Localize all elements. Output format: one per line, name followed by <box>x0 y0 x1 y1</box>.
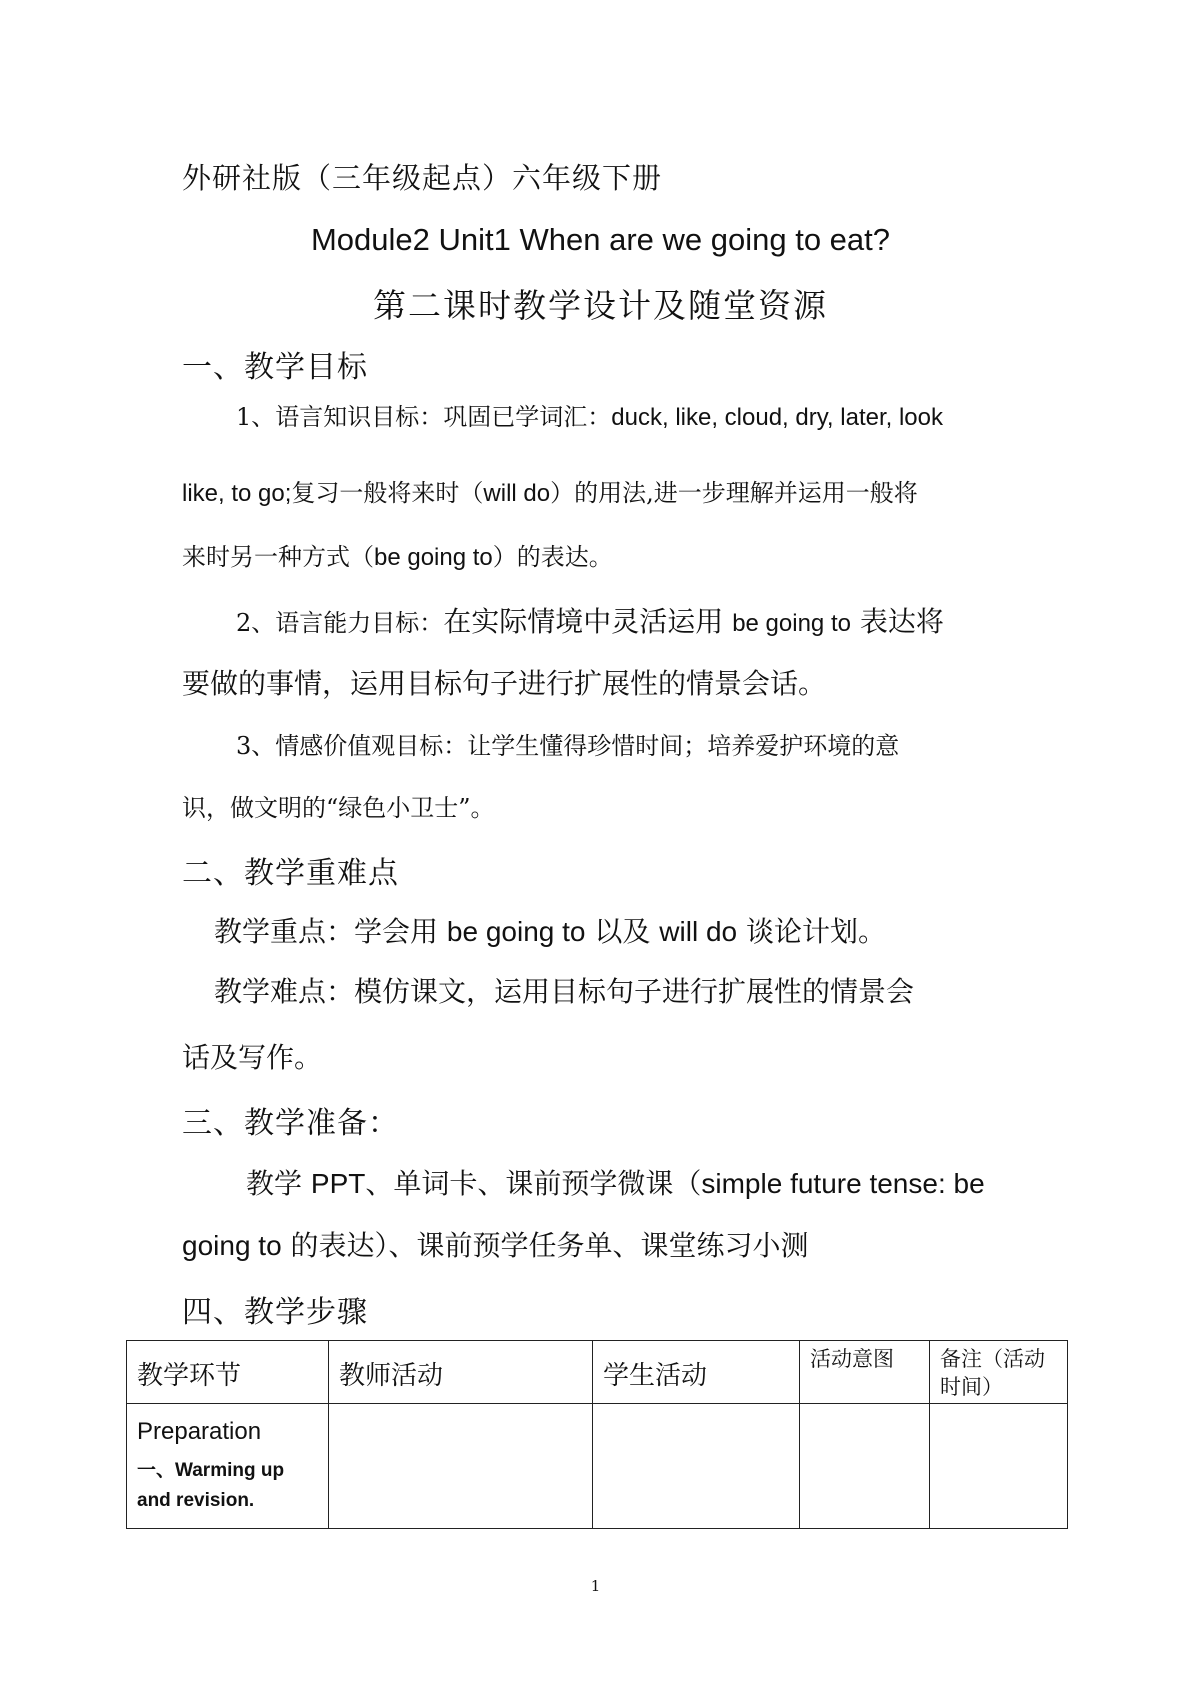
goal2-line1 <box>236 600 944 640</box>
text-cn: 、单词卡、课前预学微课（ <box>365 1167 702 1200</box>
teaching-steps-table <box>126 1340 1068 1529</box>
text-en: be going to <box>446 916 586 947</box>
text-en: PPT <box>310 1168 366 1199</box>
difficult-point-line1: 教学难点：模仿课文，运用目标句子进行扩展性的情景会 <box>214 975 915 1008</box>
goal1-line1 <box>236 397 943 432</box>
header-label: 活动意图 <box>810 1347 894 1371</box>
text-cn: 表达将 <box>850 605 944 638</box>
header-cell-note <box>930 1341 1068 1404</box>
goal3-line2: 识，做文明的“绿色小卫士”。 <box>182 794 495 822</box>
text-cn: 谈论计划。 <box>737 915 887 948</box>
text-cn: 来时另一种方式（ <box>182 543 374 571</box>
cell-student-activity <box>593 1404 800 1529</box>
key-point-line <box>214 910 886 950</box>
goal2-line2: 要做的事情，运用目标句子进行扩展性的情景会话。 <box>182 667 827 700</box>
publisher-line: 外研社版（三年级起点）六年级下册 <box>182 161 663 195</box>
cell-intent <box>800 1404 930 1529</box>
table-row <box>127 1404 1068 1529</box>
preparation-line1 <box>246 1162 985 1202</box>
header-label: 时间） <box>940 1375 1003 1399</box>
header-label: 教学环节 <box>137 1361 242 1391</box>
page-title-chinese: 第二课时教学设计及随堂资源 <box>373 286 828 325</box>
text-cn: 的表达）、课前预学任务单、课堂练习小测 <box>281 1229 809 1262</box>
goal1-line3 <box>182 537 613 572</box>
header-cell-intent <box>800 1341 930 1404</box>
page-number: 1 <box>590 1577 601 1595</box>
text-cn: 复习一般将来时（ <box>291 479 484 507</box>
text: and revision. <box>137 1490 255 1511</box>
section-heading-steps: 四、教学步骤 <box>182 1295 368 1330</box>
header-label: 备注（活动 <box>940 1347 1045 1371</box>
header-cell-student <box>593 1341 800 1404</box>
text-en: going to <box>182 1230 282 1261</box>
text-cn: ）的用法,进一步理解并运用一般将 <box>550 479 918 507</box>
text-en: will do <box>659 916 738 947</box>
goal1-line2 <box>182 473 918 508</box>
text-cn: 教学 <box>246 1167 311 1200</box>
text-cn: 以及 <box>585 915 660 948</box>
text-cn: 在实际情境中灵活运用 <box>443 605 733 638</box>
text: 一、Warming up <box>137 1460 285 1481</box>
text-en: will do <box>483 480 551 507</box>
page-title-english: Module2 Unit1 When are we going to eat? <box>310 222 891 257</box>
text-cn: ）的表达。 <box>492 543 613 571</box>
section-heading-goals: 一、教学目标 <box>182 350 368 385</box>
header-cell-stage <box>127 1341 329 1404</box>
table-header-row <box>127 1341 1068 1404</box>
header-cell-teacher <box>329 1341 593 1404</box>
cell-teacher-activity <box>329 1404 593 1529</box>
goal2-prefix: 2、语言能力目标： <box>236 609 444 637</box>
goal3-line1: 3、情感价值观目标：让学生懂得珍惜时间；培养爱护环境的意 <box>236 732 900 760</box>
header-label: 学生活动 <box>603 1361 708 1391</box>
cell-stage <box>127 1404 329 1529</box>
section-heading-preparation: 三、教学准备： <box>182 1106 399 1141</box>
text-cn: 教学重点：学会用 <box>214 915 447 948</box>
text-en: like, to go; <box>182 480 292 507</box>
header-label: 教师活动 <box>339 1361 444 1391</box>
difficult-point-line2: 话及写作。 <box>182 1041 323 1074</box>
goal1-prefix: 1、语言知识目标：巩固已学词汇： <box>236 403 612 431</box>
stage-sub-label <box>127 1446 328 1516</box>
section-heading-key-points: 二、教学重难点 <box>182 856 399 891</box>
goal1-words: duck, like, cloud, dry, later, look <box>611 404 943 431</box>
text-en: simple future tense: be <box>701 1168 985 1199</box>
cell-note <box>930 1404 1068 1529</box>
stage-label: Preparation <box>137 1418 262 1445</box>
text-en: be going to <box>374 544 493 571</box>
text-en: be going to <box>732 610 851 637</box>
preparation-line2 <box>182 1224 809 1264</box>
